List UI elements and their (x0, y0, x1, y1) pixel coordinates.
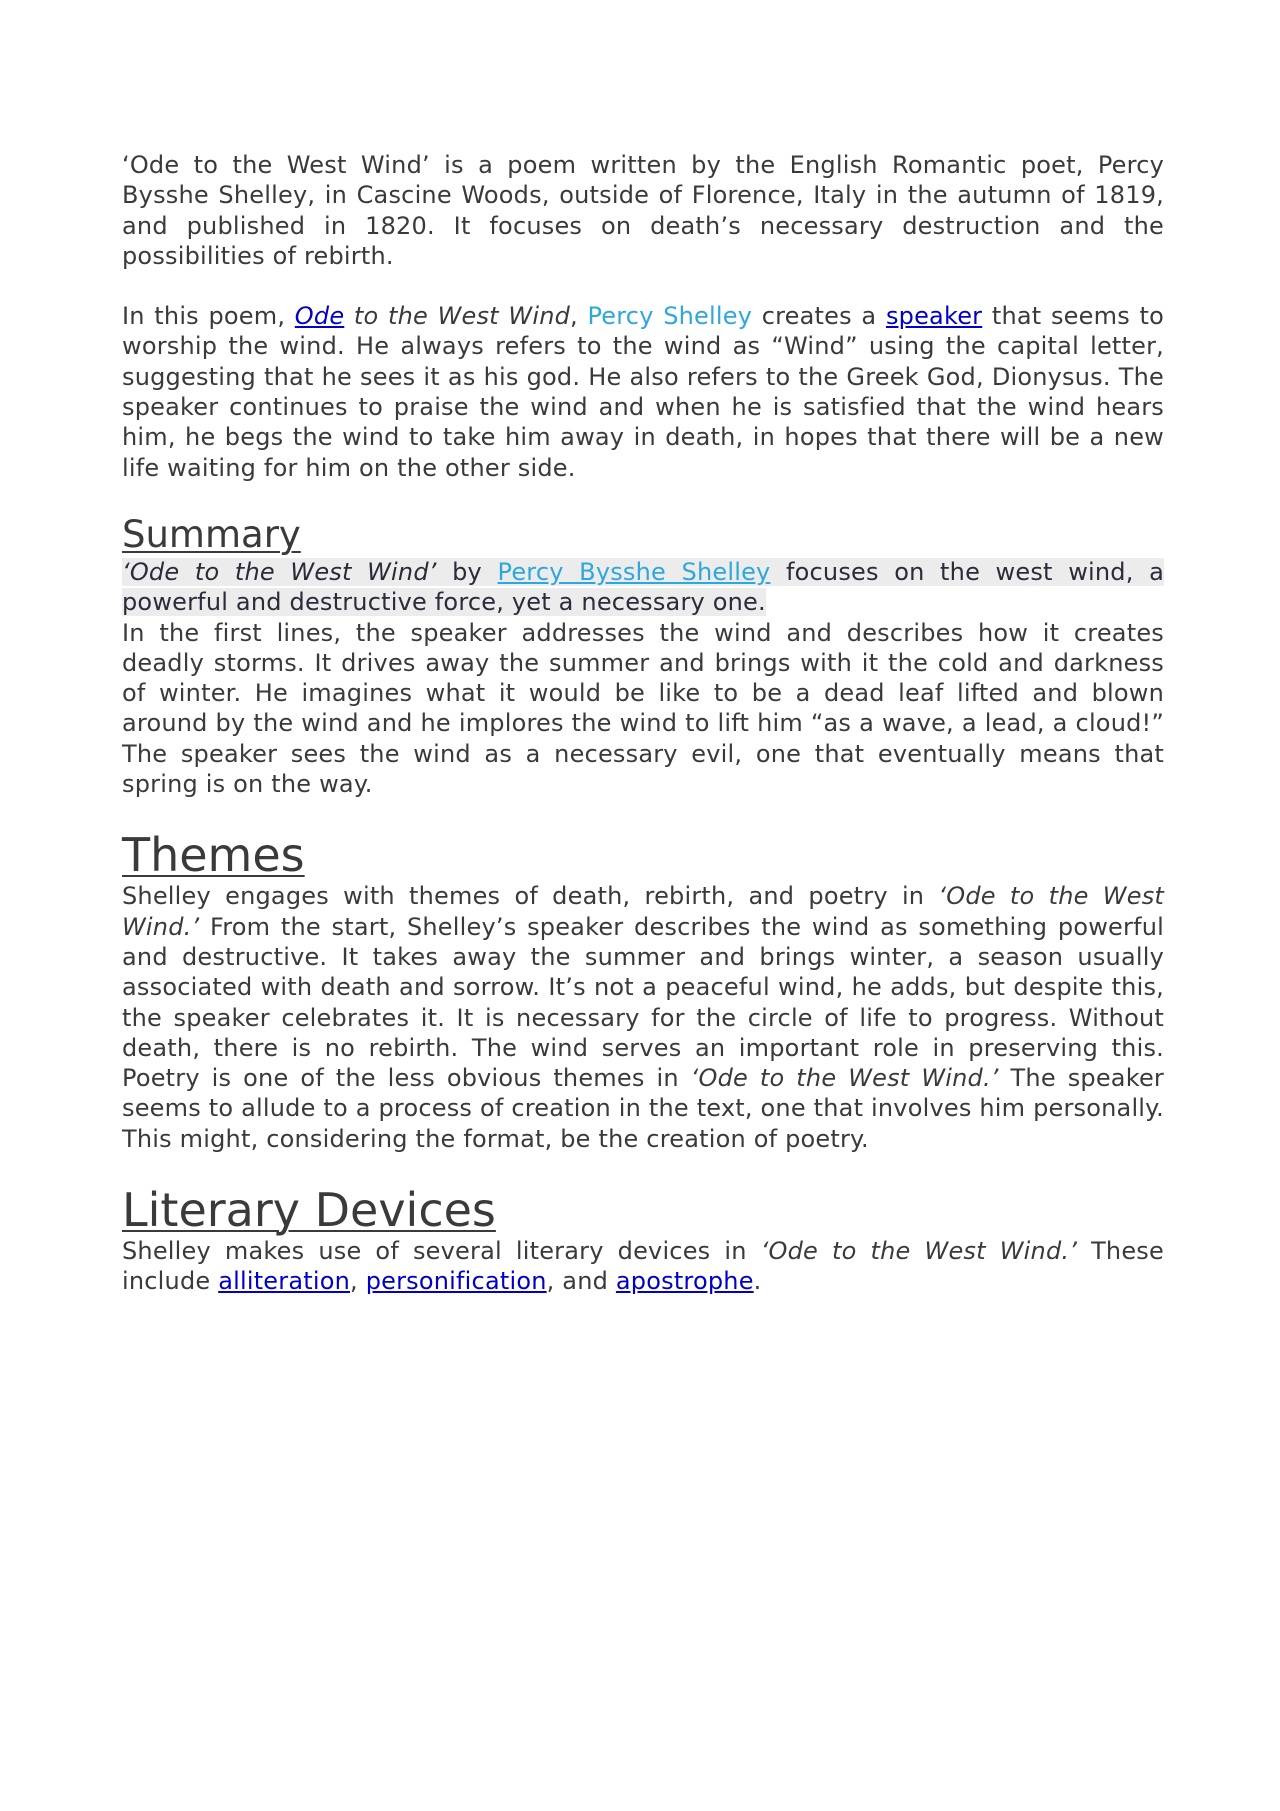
themes-text-1: Shelley engages with themes of death, rebirth, and poetry in (122, 882, 939, 911)
ld-end: . (753, 1267, 762, 1296)
poem-prefix: In this poem, (122, 302, 295, 331)
poem-rest: that seems to worship the wind. He always refers to the wind as “Wind” using the capital letter, suggesting that he sees it as his god. He also refers to the Greek God, Dionysus. The speaker continues to praise the wind and when he is satisfied that the wind hears him, he begs the wind to take him away in death, in hopes that there will be a new life waiting for him on the other side. (122, 302, 1164, 482)
summary-lead-by: by (436, 557, 498, 586)
ld-text-2: These include (122, 1237, 1164, 1296)
summary-lead (122, 557, 1164, 618)
ld-sep-2: , and (546, 1267, 616, 1296)
poem-title-rest: to the West Wind (344, 302, 571, 331)
alliteration-link[interactable]: alliteration (218, 1267, 351, 1296)
author-link[interactable]: Percy Shelley (587, 302, 753, 331)
ld-text-1: Shelley makes use of several literary devices in (122, 1237, 761, 1266)
literary-devices-heading: Literary Devices (122, 1183, 496, 1238)
speaker-link[interactable]: speaker (885, 302, 983, 331)
intro-paragraph: ‘Ode to the West Wind’ is a poem written by the English Romantic poet, Percy Bysshe Shelley, in Cascine Woods, outside of Florence, Italy in the autumn of 1819, and published in 1820. It focuses on death’s necessary destruction and the possibilities of rebirth. (122, 151, 1164, 270)
apostrophe-link[interactable]: apostrophe (615, 1267, 754, 1296)
themes-title-2: ‘Ode to the West Wind.’ (690, 1064, 999, 1093)
themes-title-1: ‘Ode to the West Wind.’ (122, 882, 1165, 941)
summary-lead-title: ‘Ode to the West Wind’ (122, 557, 437, 586)
poem-mid: creates a (752, 302, 886, 331)
ld-title: ‘Ode to the West Wind.’ (760, 1237, 1078, 1266)
poem-comma: , (570, 302, 588, 331)
themes-text-2: From the start, Shelley’s speaker describes the wind as something powerful and destructive. It takes away the summer and brings winter, a season usually associated with death and sorrow. It’s not a peaceful wind, he adds, but despite this, the speaker celebrates it. It is necessary for the circle of life to progress. Without death, there is no rebirth. The wind serves an important role in preserving this. Poetry is one of the less obvious themes in (122, 912, 1164, 1093)
summary-body: In the first lines, the speaker addresses the wind and describes how it creates deadly storms. It drives away the summer and brings with it the cold and darkness of winter. He imagines what it would be like to be a dead leaf lifted and blown around by the wind and he implores the wind to lift him “as a wave, a lead, a cloud!” The speaker sees the wind as a necessary evil, one that eventually means that spring is on the way. (122, 618, 1164, 799)
ld-sep-1: , (350, 1267, 366, 1296)
literary-devices-paragraph (122, 1236, 1164, 1297)
summary-author-link[interactable]: Percy Bysshe Shelley (497, 557, 771, 586)
personification-link[interactable]: personification (365, 1267, 547, 1296)
themes-text-3: The speaker seems to allude to a process of creation in the text, one that involves him personally. This might, considering the format, be the creation of poetry. (122, 1064, 1164, 1153)
themes-heading: Themes (122, 828, 305, 883)
poem-paragraph (122, 301, 1164, 483)
summary-lead-rest: focuses on the west wind, a powerful and destructive force, yet a necessary one. (122, 557, 1164, 617)
summary-heading: Summary (122, 512, 301, 556)
themes-paragraph (122, 881, 1164, 1154)
ode-link[interactable]: Ode (294, 302, 345, 331)
